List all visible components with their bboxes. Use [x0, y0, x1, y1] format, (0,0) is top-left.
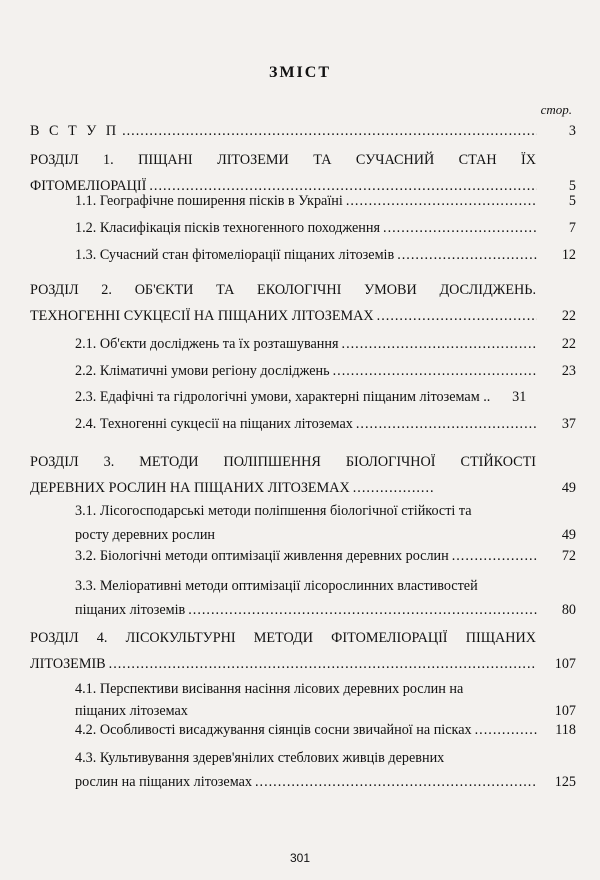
toc-section-3-2[interactable]	[75, 545, 576, 567]
toc-entry-text: 1.2. Класифікація пісків техногенного походження	[75, 220, 381, 236]
dot-leader	[475, 719, 537, 741]
toc-entry-text: 4.2. Особливості висаджування сіянців сосни звичайної на пісках	[75, 722, 472, 738]
toc-section-3-3[interactable]	[75, 575, 576, 621]
toc-section-1-1[interactable]	[75, 190, 576, 212]
page-number: 301	[289, 851, 311, 865]
toc-section-2-3[interactable]	[75, 386, 576, 408]
toc-entry-page: 72	[561, 548, 576, 564]
toc-entry-text-line2: рослин на піщаних літоземах	[75, 774, 252, 790]
toc-entry-text-line1: 4.1. Перспективи висівання насіння лісових деревних рослин на	[75, 681, 464, 697]
toc-entry-page: 31	[512, 389, 527, 405]
toc-section-3-1[interactable]	[75, 500, 576, 546]
toc-entry-text-line2: піщаних літоземах	[75, 703, 188, 719]
toc-entry-page: 49	[561, 480, 576, 496]
toc-entry-page: 107	[554, 656, 576, 672]
toc-section-1-3[interactable]	[75, 244, 576, 266]
toc-chapter-4[interactable]	[30, 627, 576, 675]
dot-leader	[333, 360, 537, 382]
toc-entry-text-line1: РОЗДІЛ 4. ЛІСОКУЛЬТУРНІ МЕТОДИ ФІТОМЕЛІОРАЦІЇ ПІЩАНИХ	[30, 630, 536, 646]
toc-section-2-4[interactable]	[75, 413, 576, 435]
toc-entry-text-line2: ДЕРЕВНИХ РОСЛИН НА ПІЩАНИХ ЛІТОЗЕМАХ	[30, 480, 350, 496]
toc-entry-intro[interactable]	[30, 120, 576, 142]
toc-section-4-1[interactable]	[75, 678, 576, 722]
toc-entry-page: 49	[561, 527, 576, 543]
toc-entry-text-line2: росту деревних рослин	[75, 527, 216, 543]
toc-entry-text-line2: піщаних літоземів	[75, 602, 186, 618]
toc-entry-text-line2: ЛІТОЗЕМІВ	[30, 656, 106, 672]
toc-entry-text: В С Т У П	[30, 123, 120, 139]
toc-entry-text-line1: РОЗДІЛ 3. МЕТОДИ ПОЛІПШЕННЯ БІОЛОГІЧНОЇ СТІЙКОСТІ	[30, 454, 536, 470]
toc-entry-text: 2.2. Кліматичні умови регіону досліджень	[75, 363, 330, 379]
toc-section-2-1[interactable]	[75, 333, 576, 355]
dot-leader	[377, 305, 537, 327]
toc-entry-text: 1.3. Сучасний стан фітомеліорації піщаних літоземів	[75, 247, 395, 263]
dot-leader	[255, 771, 537, 793]
toc-entry-page: 22	[561, 336, 576, 352]
toc-entry-text-line1: РОЗДІЛ 2. ОБ'ЄКТИ ТА ЕКОЛОГІЧНІ УМОВИ ДОСЛІДЖЕНЬ.	[30, 282, 536, 298]
toc-entry-text: 2.4. Техногенні сукцесії на піщаних літоземах	[75, 416, 353, 432]
toc-title: ЗМІСТ	[269, 64, 331, 81]
toc-entry-page: 12	[561, 247, 576, 263]
toc-entry-text-line1: 3.1. Лісогосподарські методи поліпшення біологічної стійкості та	[75, 503, 472, 519]
toc-section-4-2[interactable]	[75, 719, 576, 741]
toc-entry-page: 22	[561, 308, 576, 324]
toc-entry-page: 23	[561, 363, 576, 379]
toc-section-2-2[interactable]	[75, 360, 576, 382]
toc-entry-page: 5	[568, 178, 576, 194]
toc-entry-page: 80	[561, 602, 576, 618]
toc-entry-page: 107	[554, 703, 576, 719]
dot-leader	[397, 244, 537, 266]
toc-entry-page: 118	[555, 722, 576, 738]
toc-entry-text: 3.2. Біологічні методи оптимізації живлення деревних рослин	[75, 548, 449, 564]
dot-leader	[346, 190, 537, 212]
toc-chapter-2[interactable]	[30, 279, 576, 327]
toc-section-4-3[interactable]	[75, 747, 576, 793]
dot-leader	[122, 120, 537, 142]
toc-entry-text: 2.3. Едафічні та гідрологічні умови, характерні піщаним літоземам ..	[75, 389, 491, 405]
toc-entry-text: 2.1. Об'єкти досліджень та їх розташування	[75, 336, 339, 352]
toc-entry-page: 37	[561, 416, 576, 432]
toc-entry-text-line1: 4.3. Культивування здерев'янілих стеблових живців деревних	[75, 750, 445, 766]
toc-entry-text-line2: ТЕХНОГЕННІ СУКЦЕСІЇ НА ПІЩАНИХ ЛІТОЗЕМАХ	[30, 308, 374, 324]
dot-leader	[188, 599, 537, 621]
toc-entry-text-line2: ФІТОМЕЛІОРАЦІЇ	[30, 178, 147, 194]
toc-entry-page: 125	[554, 774, 576, 790]
toc-chapter-3[interactable]	[30, 451, 576, 499]
toc-entry-text-line1: 3.3. Меліоративні методи оптимізації лісорослинних властивостей	[75, 578, 478, 594]
dot-leader	[342, 333, 537, 355]
dot-leader	[383, 217, 537, 239]
toc-entry-page: 5	[568, 193, 576, 209]
toc-entry-page: 3	[568, 123, 576, 139]
page-column-label: стор.	[540, 102, 572, 117]
dot-leader	[109, 653, 537, 675]
toc-entry-page: 7	[568, 220, 576, 236]
toc-section-1-2[interactable]	[75, 217, 576, 239]
dot-leader	[356, 413, 537, 435]
toc-entry-text: 1.1. Географічне поширення пісків в Україні	[75, 193, 343, 209]
dot-leader	[452, 545, 537, 567]
dot-leader	[353, 477, 433, 499]
toc-entry-text-line1: РОЗДІЛ 1. ПІЩАНІ ЛІТОЗЕМИ ТА СУЧАСНИЙ СТАН ЇХ	[30, 152, 536, 168]
